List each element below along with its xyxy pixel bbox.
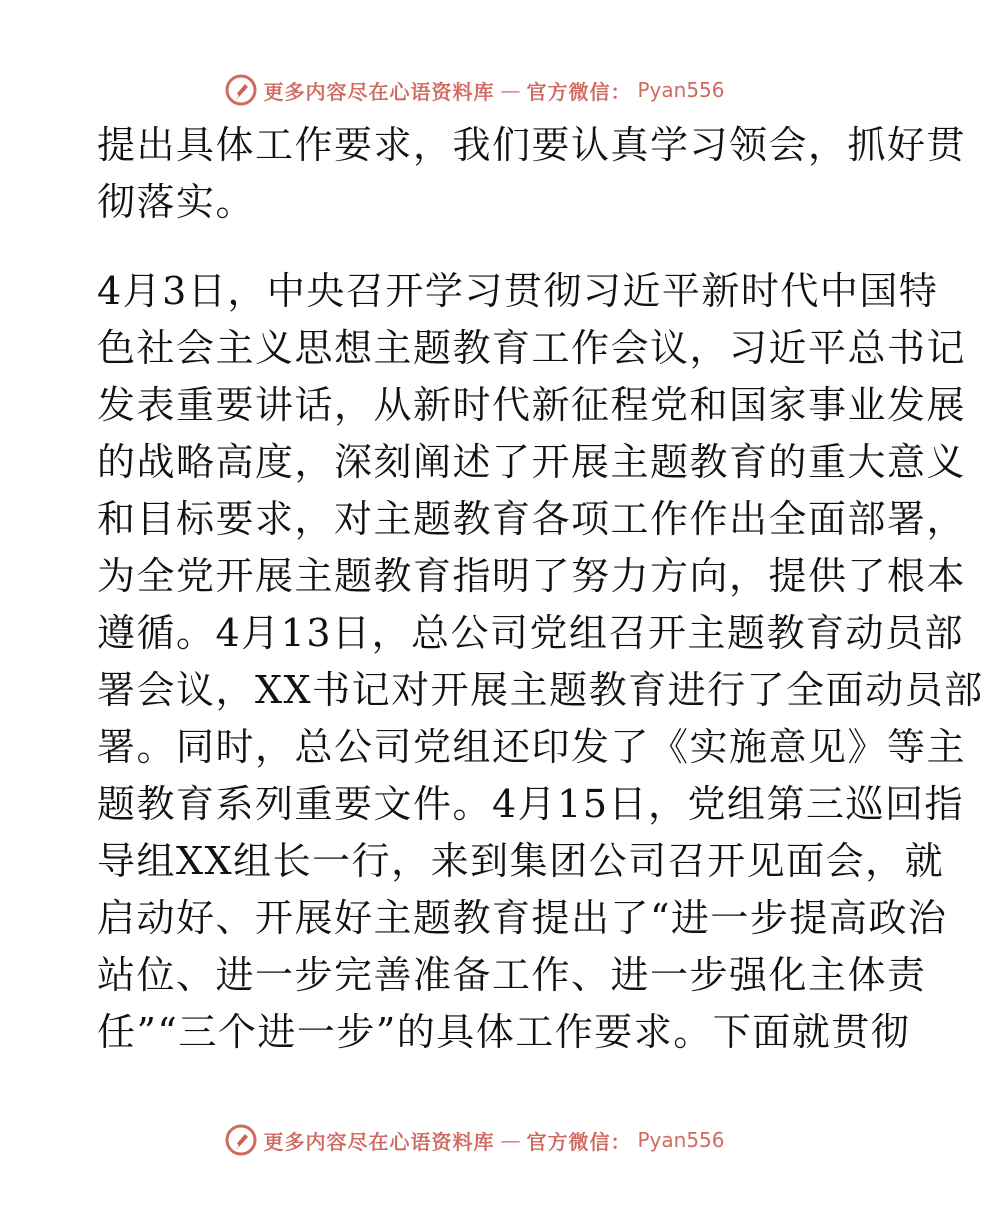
- watermark-text: 更多内容尽在心语资料库: [263, 1129, 495, 1154]
- header-watermark: [0, 70, 950, 110]
- watermark-id: Pyan556: [637, 1128, 725, 1152]
- text-line: 发表重要讲话，从新时代新征程党和国家事业发展: [97, 383, 967, 427]
- pen-logo-icon: [225, 74, 257, 106]
- watermark-dash: —: [500, 1128, 521, 1152]
- text-line: 导组XX组长一行，来到集团公司召开见面会，就: [97, 839, 945, 883]
- text-line: 署会议，XX书记对开展主题教育进行了全面动员部: [97, 668, 984, 712]
- text-line: 提出具体工作要求，我们要认真学习领会，抓好贯: [97, 123, 967, 167]
- text-line: 彻落实。: [97, 180, 256, 224]
- watermark-suffix: 官方微信：: [526, 1129, 632, 1154]
- watermark-dash: —: [500, 78, 521, 102]
- footer-watermark: [0, 1120, 950, 1160]
- text-line: 站位、进一步完善准备工作、进一步强化主体责: [97, 953, 927, 997]
- watermark-id: Pyan556: [637, 78, 725, 102]
- paragraph-2: [97, 263, 984, 1061]
- text-line: 为全党开展主题教育指明了努力方向，提供了根本: [97, 554, 967, 598]
- text-line: 遵循。4月13日，总公司党组召开主题教育动员部: [97, 611, 965, 655]
- watermark-text: 更多内容尽在心语资料库: [263, 79, 495, 104]
- text-line: 署。同时，总公司党组还印发了《实施意见》等主: [97, 725, 967, 769]
- watermark-suffix: 官方微信：: [526, 79, 632, 104]
- text-line: 启动好、开展好主题教育提出了“进一步提高政治: [97, 896, 948, 940]
- text-line: 题教育系列重要文件。4月15日，党组第三巡回指: [97, 782, 965, 826]
- text-line: 和目标要求，对主题教育各项工作作出全面部署，: [97, 497, 967, 541]
- pen-logo-icon: [225, 1124, 257, 1156]
- text-line: 任”“三个进一步”的具体工作要求。下面就贯彻: [97, 1010, 911, 1054]
- text-line: 的战略高度，深刻阐述了开展主题教育的重大意义: [97, 440, 967, 484]
- document-body: [97, 117, 984, 1061]
- text-line: 4月3日，中央召开学习贯彻习近平新时代中国特: [97, 269, 939, 313]
- paragraph-1: [97, 117, 967, 231]
- text-line: 色社会主义思想主题教育工作会议，习近平总书记: [97, 326, 967, 370]
- paragraph-gap: [97, 231, 857, 263]
